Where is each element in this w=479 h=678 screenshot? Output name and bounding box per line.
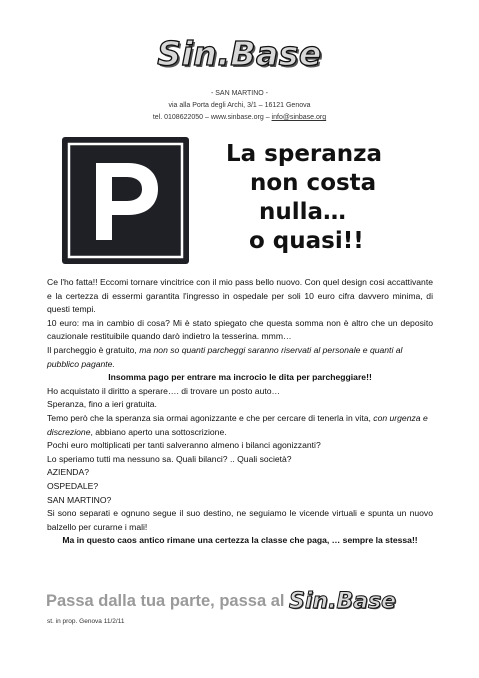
headline-line-4: o quasi!! <box>249 228 364 254</box>
logo: Sin.Base <box>157 34 322 73</box>
paragraph-6: Speranza, fino a ieri gratuita. <box>47 399 157 410</box>
print-note: st. in prop. Genova 11/2/11 <box>47 618 125 625</box>
slogan <box>46 587 446 616</box>
paragraph-13: Si sono separati e ognuno segue il suo destino, ne seguiamo le vicende virtuali e spunta un nuovo balzello per curarne i mali! <box>47 508 433 532</box>
paragraph-3-text: Il parcheggio è gratuito, <box>47 344 140 355</box>
parking-sign-graphic <box>62 137 189 264</box>
article-body <box>47 276 433 548</box>
address: via alla Porta degli Archi, 3/1 – 16121 Genova <box>168 102 311 109</box>
paragraph-1: Ce l'ho fatta!! Eccomi tornare vincitrice con il mio pass bello nuovo. Con quel design cosi accattivante e la certezza di essermi garantita l'ingresso in ospedale per soli 10 euro cifra davvero minima, di questi tempi. <box>47 277 433 315</box>
paragraph-5: Ho acquistato il diritto a sperare…. di trovare un posto auto… <box>47 385 281 396</box>
paragraph-12: SAN MARTINO? <box>47 494 112 505</box>
paragraph-3-italic: ma non so quanti parcheggi saranno riservati al personale e quanti al pubblico pagante. <box>47 344 403 369</box>
paragraph-2: 10 euro: ma in cambio di cosa? Mi è stato spiegato che questa somma non è altro che un deposito cauzionale restituibile quando darò indietro la tesserina. mmm… <box>47 317 433 342</box>
paragraph-7-italic: con urgenza e discrezione <box>47 412 428 437</box>
headline <box>206 140 436 256</box>
paragraph-3 <box>47 344 433 371</box>
contact-text: tel. 0108622050 – www.sinbase.org – <box>152 114 272 121</box>
email-link[interactable]: info@sinbase.org <box>271 114 327 121</box>
slogan-logo: Sin.Base <box>289 589 397 614</box>
headline-line-3: nulla… <box>259 199 347 225</box>
paragraph-9: Lo speriamo tutti ma nessuno sa. Quali bilanci? .. Quali società? <box>47 453 292 464</box>
paragraph-14: Ma in questo caos antico rimane una certezza la classe che paga, … sempre la stessa!! <box>62 535 418 546</box>
paragraph-10: AZIENDA? <box>47 467 90 478</box>
paragraph-4: Insomma pago per entrare ma incrocio le dita per parcheggiare!! <box>108 372 372 383</box>
contact-line <box>0 113 479 123</box>
paragraph-7-text-a: Temo però che la speranza sia ormai agonizzante e che per cercare di tenerla in vita, <box>47 412 374 423</box>
slogan-text: Passa dalla tua parte, passa al <box>46 592 290 610</box>
paragraph-8: Pochi euro moltiplicati per tanti salveranno almeno i bilanci agonizzanti? <box>47 440 321 451</box>
headline-line-1: La speranza <box>226 141 383 167</box>
org-name: - SAN MARTINO - <box>210 90 269 97</box>
headline-line-2: non costa <box>250 170 377 196</box>
paragraph-7 <box>47 412 433 439</box>
parking-sign-icon <box>62 137 189 264</box>
paragraph-7-text-b: , abbiano aperto una sottoscrizione. <box>90 426 227 437</box>
paragraph-11: OSPEDALE? <box>47 480 99 491</box>
